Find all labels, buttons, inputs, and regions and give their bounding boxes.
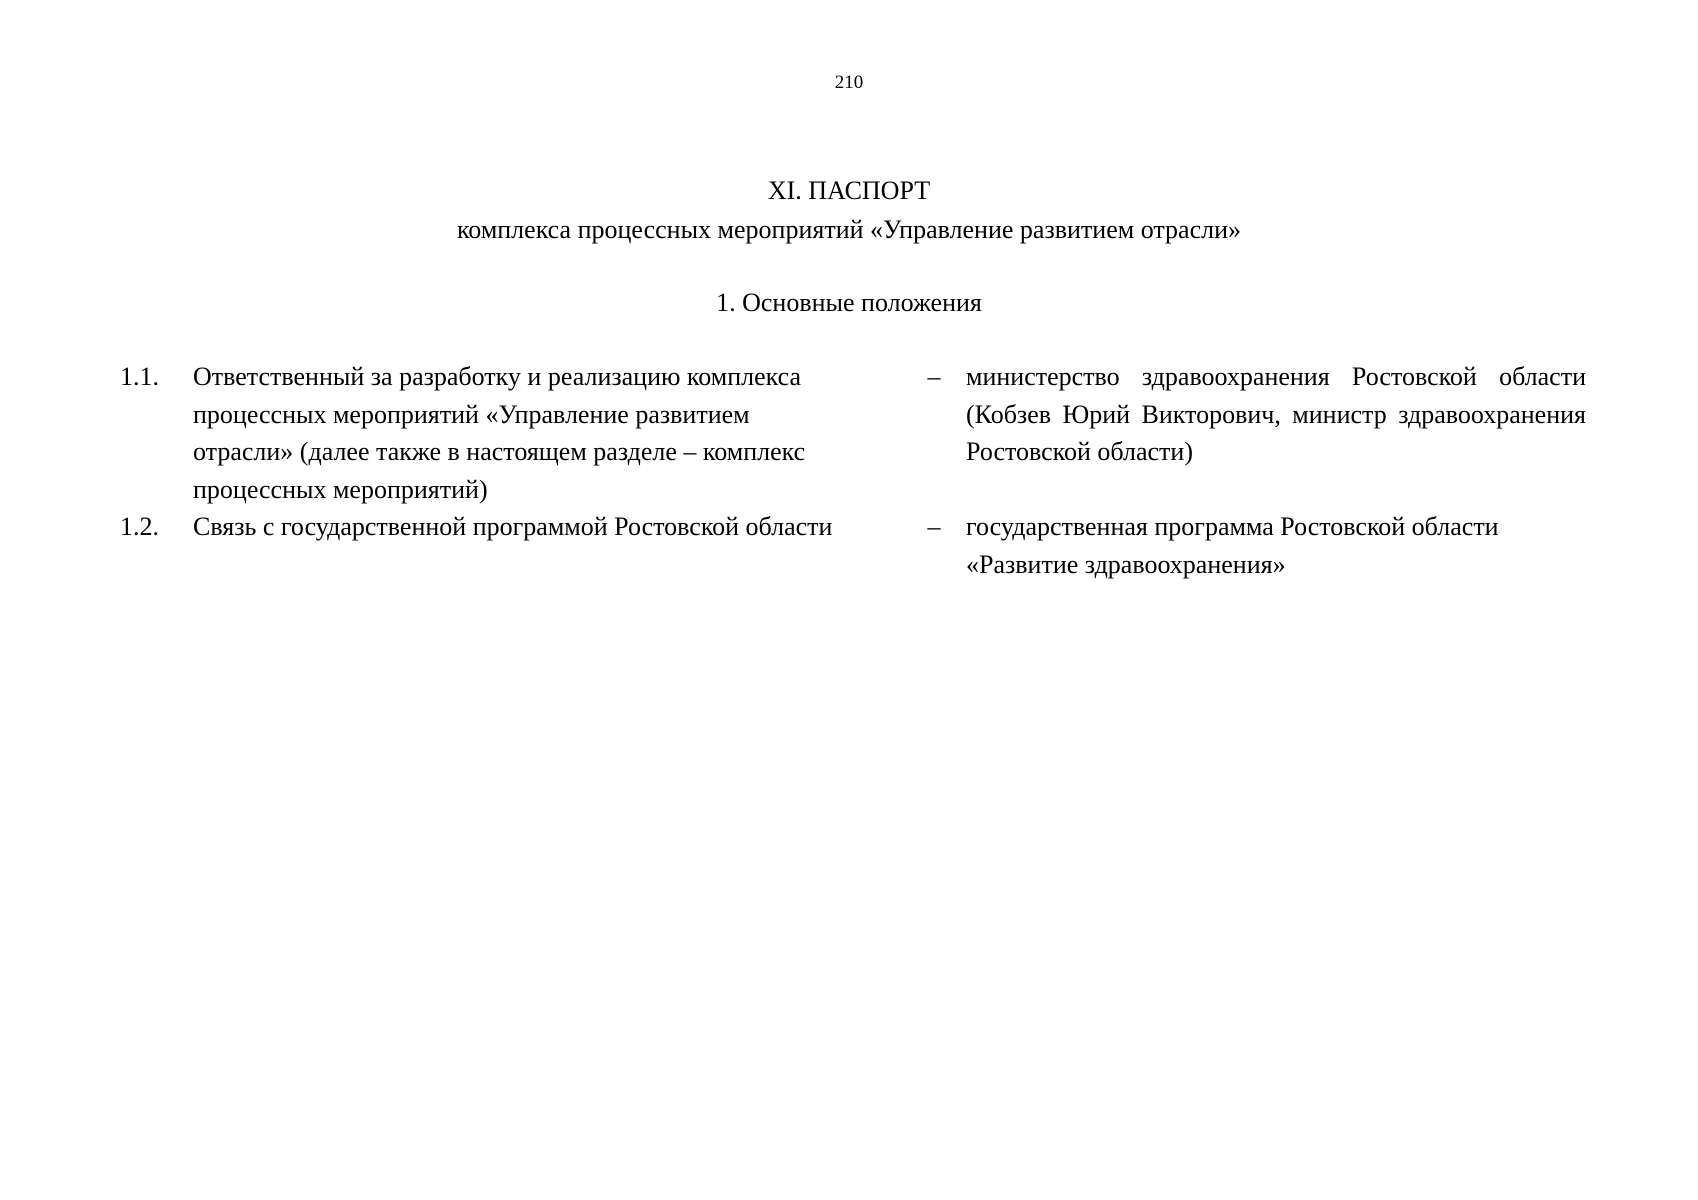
provision-label	[193, 508, 913, 546]
provision-row-1-2	[0, 508, 1698, 583]
provision-value: министерство здравоохранения Ростовской области (Кобзев Юрий Викторович, министр здравоохранения Ростовской области)	[966, 362, 1586, 466]
section-title: 1. Основные положения	[716, 288, 982, 317]
provision-number: 1.1.	[120, 362, 159, 391]
provision-value-line: государственная программа Ростовской области	[966, 512, 1499, 541]
provision-value	[966, 508, 1586, 583]
provision-label-line: Ответственный за разработку и реализацию комплекса	[193, 362, 802, 391]
provision-label	[193, 358, 913, 508]
provision-label-line: Связь с государственной программой Ростовской области	[193, 512, 833, 541]
document-subtitle: комплекса процессных мероприятий «Управление развитием отрасли»	[457, 215, 1241, 244]
page-number: 210	[834, 72, 864, 93]
provision-row-1-1	[0, 358, 1698, 508]
provision-label-line: отрасли» (далее также в настоящем разделе – комплекс	[193, 437, 806, 466]
provision-dash: –	[927, 362, 941, 391]
document-title: XI. ПАСПОРТ	[767, 176, 931, 205]
provisions-list	[0, 358, 1698, 583]
provision-dash: –	[927, 512, 941, 541]
provision-number: 1.2.	[120, 512, 159, 541]
provision-value-line: «Развитие здравоохранения»	[966, 549, 1286, 579]
provision-label-line: процессных мероприятий «Управление развитием	[193, 399, 750, 429]
provision-label-line: процессных мероприятий)	[193, 474, 488, 504]
